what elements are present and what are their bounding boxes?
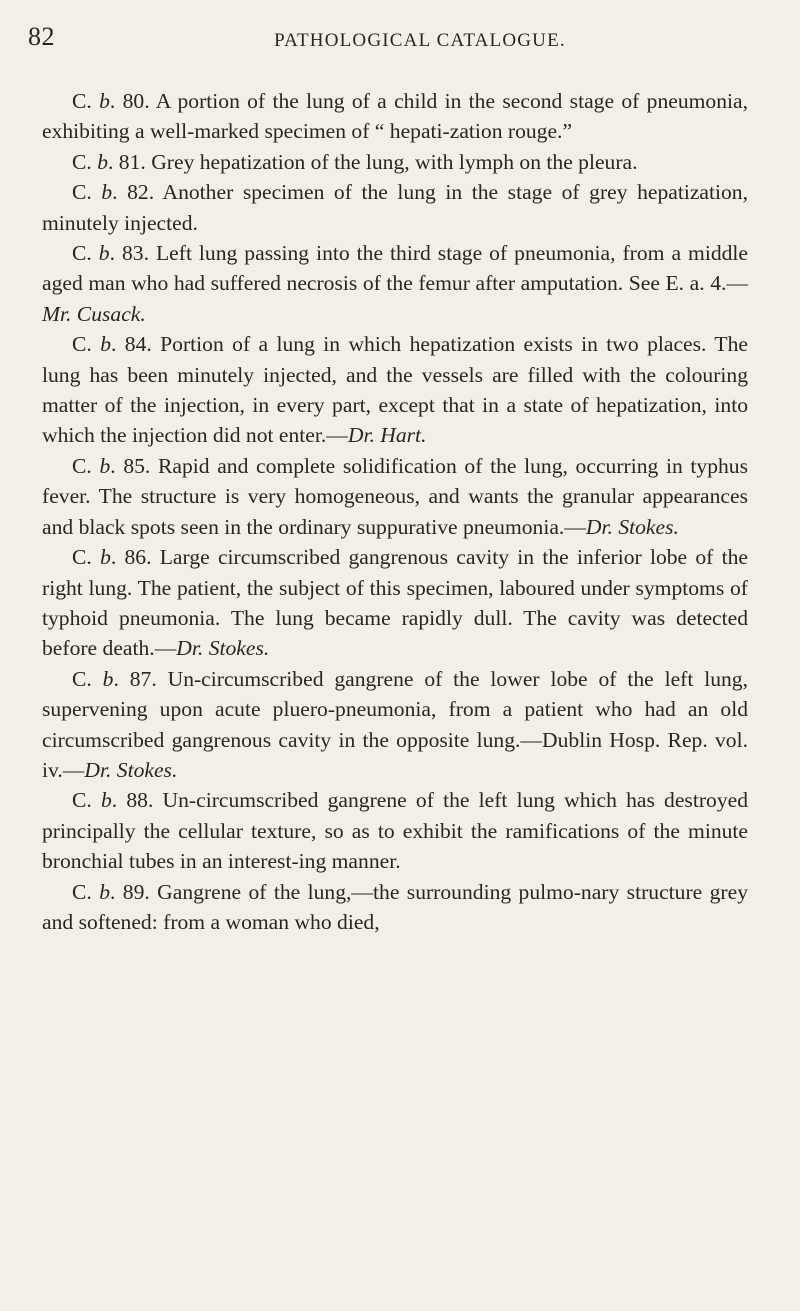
catalogue-entry (42, 86, 748, 147)
catalogue-entry (42, 877, 748, 938)
entry-series-letter: b (99, 89, 110, 113)
catalogue-entry (42, 147, 748, 177)
entry-number: . 82. (112, 180, 155, 205)
entry-text: Un-circumscribed gangrene of the left lung which has destroyed principally the cellular texture, so as to exhibit the ramifications of the minute bronchial tubes in an interest-ing manner. (42, 788, 748, 874)
entry-series-letter: b (99, 879, 110, 904)
entry-author: Dr. Stokes. (84, 757, 178, 782)
entry-number: . 88. (111, 788, 154, 813)
entry-author: Mr. Cusack. (42, 301, 146, 326)
entry-number: . 89. (110, 879, 150, 904)
catalogue-entry (42, 451, 748, 542)
entry-author: Dr. Stokes. (176, 636, 270, 661)
entry-series-letter: b (98, 241, 110, 266)
catalogue-entry (42, 785, 748, 876)
entry-series-letter: b (97, 149, 108, 174)
entry-text: Large circumscribed gangrenous cavity in the inferior lobe of the right lung. The patient, the subject of this specimen, laboured under symptoms of typhoid pneumonia. The lung became rapidly dull. The cavity was detected before death.— (42, 545, 749, 661)
entry-number: . 80. (109, 89, 150, 113)
entry-number: . 87. (113, 666, 157, 691)
entry-prefix: C. (72, 149, 98, 174)
entry-prefix: C. (72, 180, 102, 205)
entry-number: . 84. (111, 332, 152, 357)
entry-text: Rapid and complete solidification of the lung, occurring in typhus fever. The structure is very homogeneous, and wants the granular appearances and black spots seen in the ordinary suppurative pneumonia.— (42, 453, 748, 539)
entry-text: Another specimen of the lung in the stage of grey hepatization, minutely injected. (42, 180, 749, 235)
entry-text: Portion of a lung in which hepatization exists in two places. The lung has been minutely injected, and the vessels are filled with the colouring matter of the injection, in every part, except that in a state of hepatization, into which the injection did not enter.— (42, 332, 748, 448)
running-head: PATHOLOGICAL CATALOGUE. (274, 30, 566, 51)
entry-number: . 81. (108, 149, 146, 174)
entry-prefix: C. (72, 241, 99, 266)
entry-text: Un-circumscribed gangrene of the lower lobe of the left lung, supervening upon acute pluero-pneumonia, from a patient who had an old circumscribed gangrenous cavity in the opposite lung.—Dublin Hosp. Rep. vol. iv.— (42, 666, 749, 782)
catalogue-entry (42, 664, 748, 786)
page-number: 82 (28, 22, 55, 51)
entry-prefix: C. (72, 332, 101, 357)
catalogue-entry (42, 329, 748, 451)
entry-prefix: C. (72, 879, 100, 904)
catalogue-entry (42, 238, 748, 329)
entry-author: Dr. Stokes. (585, 514, 679, 539)
entry-series-letter: b (99, 453, 111, 478)
entry-text: Left lung passing into the third stage of pneumonia, from a middle aged man who had suffered necrosis of the femur after amputation. See E. a. 4.— (42, 241, 748, 296)
entry-prefix: C. (72, 666, 103, 691)
entry-prefix: C. (72, 788, 101, 813)
entry-series-letter: b (102, 666, 114, 691)
entry-number: . 86. (110, 545, 152, 570)
entry-series-letter: b (100, 788, 112, 813)
entry-prefix: C. (72, 453, 100, 478)
entry-series-letter: b (100, 545, 111, 570)
entry-author: Dr. Hart. (347, 423, 427, 448)
catalogue-entries (42, 86, 748, 937)
entry-series-letter: b (100, 332, 111, 357)
entry-text: Grey hepatization of the lung, with lymph on the pleura. (145, 149, 638, 174)
entry-text: A portion of the lung of a child in the second stage of pneumonia, exhibiting a well-marked specimen of “ hepati-zation rouge.” (42, 89, 748, 144)
entry-series-letter: b (101, 180, 113, 205)
catalogue-entry (42, 542, 748, 664)
catalogue-entry (42, 177, 748, 238)
entry-prefix: C. (72, 89, 100, 113)
entry-text: Gangrene of the lung,—the surrounding pulmo-nary structure grey and softened: from a woman who died, (42, 879, 748, 934)
entry-number: . 83. (109, 241, 149, 266)
entry-number: . 85. (110, 453, 151, 478)
entry-prefix: C. (72, 545, 101, 570)
